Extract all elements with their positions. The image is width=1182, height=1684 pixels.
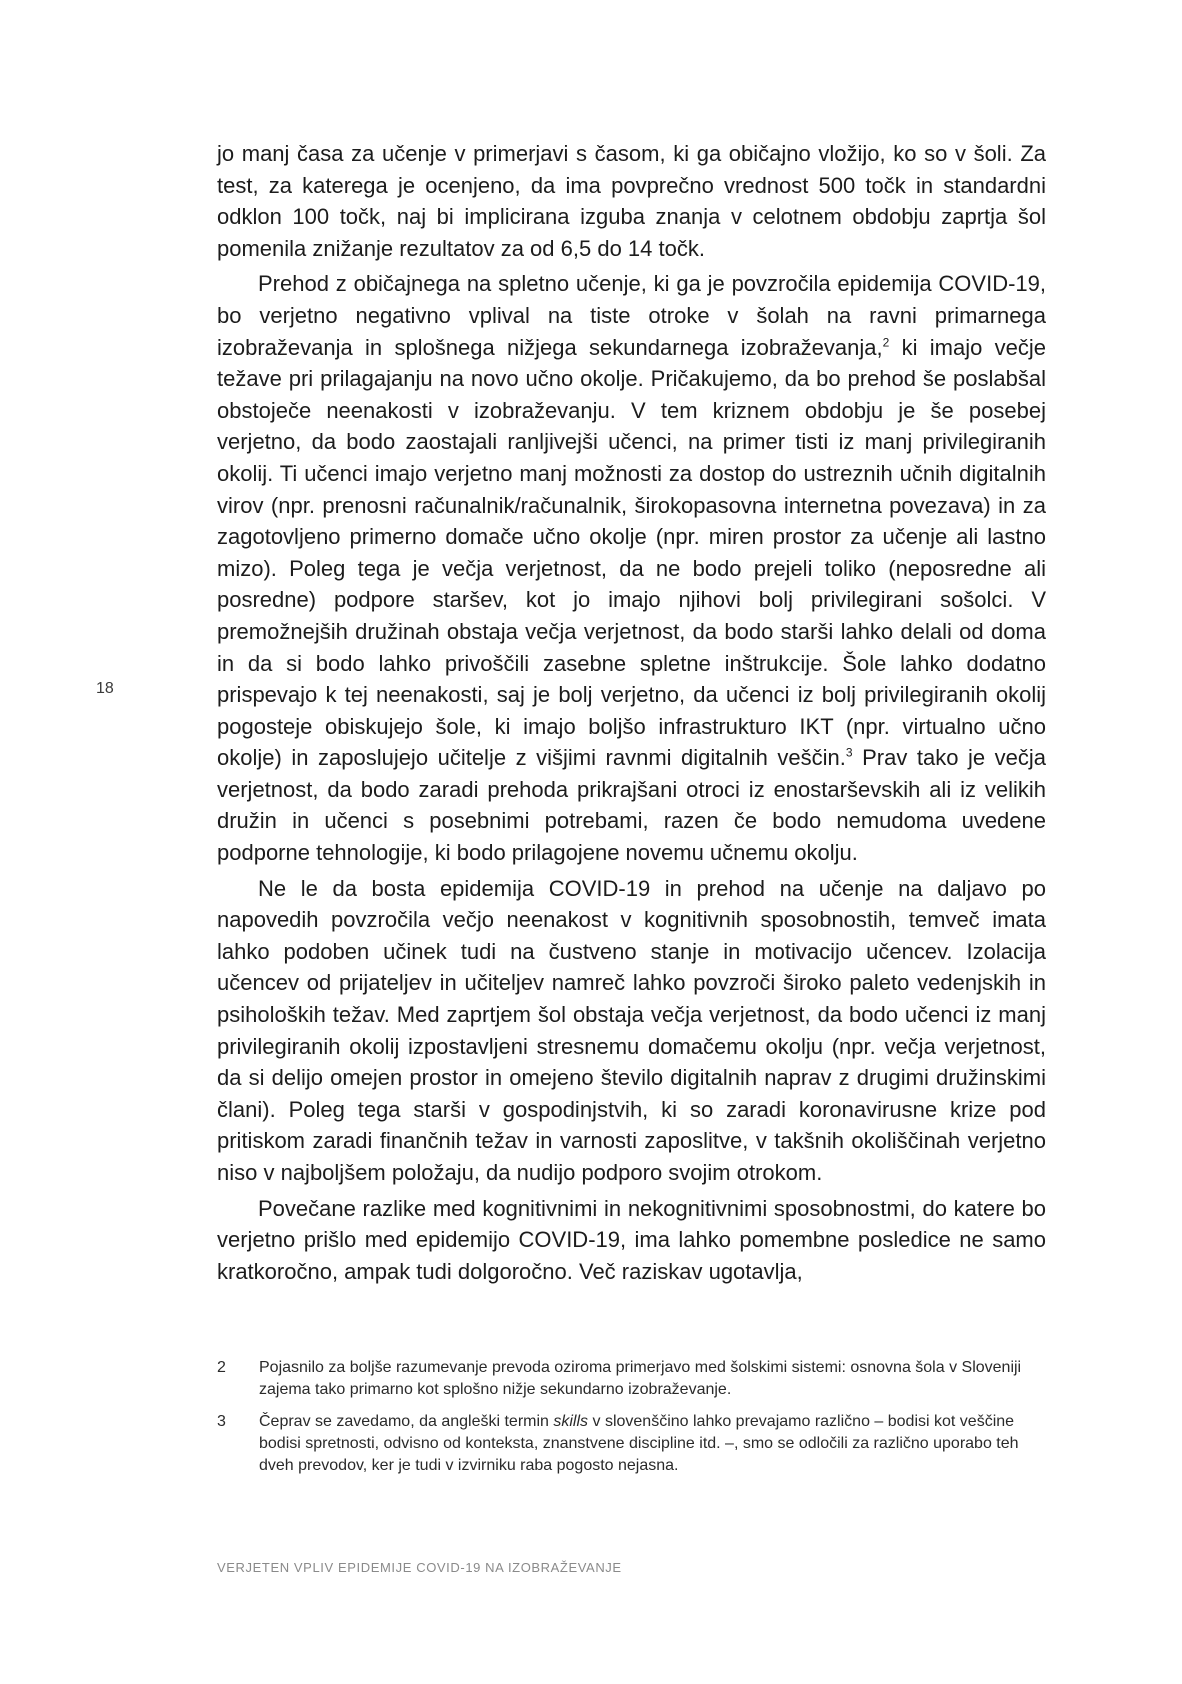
- footnotes: [217, 1357, 1046, 1487]
- footnote-ref-3[interactable]: 3: [845, 745, 853, 760]
- footnote-text: [259, 1411, 1046, 1477]
- footnote-text: Pojasnilo za boljše razumevanje prevoda oziroma primerjavo med šolskimi sistemi: osnovna šola v Sloveniji zajema tako primarno kot splošno nižje sekundarno izobraževanje.: [259, 1359, 1022, 1398]
- footnote-number: 3: [217, 1413, 226, 1430]
- paragraph-1: jo manj časa za učenje v primerjavi s časom, ki ga običajno vložijo, ko so v šoli. Za test, za katerega je ocenjeno, da ima povprečno vrednost 500 točk in standardni odklon 100 točk, naj bi implicirana izguba znanja v celotnem obdobju zaprtja šol pomenila znižanje rezultatov za od 6,5 do 14 točk.: [217, 141, 1046, 261]
- paragraph-2-start: Prehod z običajnega na spletno učenje, ki ga je povzročila epidemija COVID-19, bo verjetno negativno vplival na tiste otroke v šolah na ravni primarnega izobraževanja in splošnega nižjega sekundarnega izobraževanja,: [217, 271, 1046, 360]
- footnote-number: 2: [217, 1359, 226, 1376]
- footnote-text-before: Čeprav se zavedamo, da angleški termin: [259, 1413, 554, 1430]
- page-number: 18: [96, 680, 114, 697]
- paragraph-2-end: Prav tako je večja verjetnost, da bodo zaradi prehoda prikrajšani otroci iz enostarševskih ali iz velikih družin in učenci s posebnimi potrebami, razen če bodo nemudoma uvedene podporne tehnologije, ki bodo prilagojene novemu učnemu okolju.: [217, 745, 1046, 866]
- running-footer: VERJETEN VPLIV EPIDEMIJE COVID-19 NA IZOBRAŽEVANJE: [217, 1560, 622, 1575]
- footnote-italic-term: skills: [553, 1413, 589, 1430]
- paragraph-4: Povečane razlike med kognitivnimi in nekognitivnimi sposobnostmi, do katere bo verjetno prišlo med epidemijo COVID-19, ima lahko pomembne posledice ne samo kratkoročno, ampak tudi dolgoročno. Več raziskav ugotavlja,: [217, 1195, 1046, 1284]
- main-text: [217, 138, 1046, 1291]
- paragraph-2: [217, 268, 1046, 868]
- footnote-ref-2[interactable]: 2: [882, 335, 890, 350]
- paragraph-3: Ne le da bosta epidemija COVID-19 in prehod na učenje na daljavo po napovedih povzročila večjo neenakost v kognitivnih sposobnostih, temveč imata lahko podoben učinek tudi na čustveno stanje in motivacijo učencev. Izolacija učencev od prijateljev in učiteljev namreč lahko povzroči široko paleto vedenjskih in psiholoških težav. Med zaprtjem šol obstaja večja verjetnost, da bodo učenci iz manj privilegiranih okolij izpostavljeni stresnemu domačemu okolju (npr. večja verjetnost, da si delijo omejen prostor in omejeno število digitalnih naprav z drugimi družinskimi člani). Poleg tega starši v gospodinjstvih, ki so zaradi koronavirusne krize pod pritiskom zaradi finančnih težav in varnosti zaposlitve, v takšnih okoliščinah verjetno niso v najboljšem položaju, da nudijo podporo svojim otrokom.: [217, 875, 1046, 1185]
- footnote-2: [217, 1357, 1046, 1401]
- paragraph-2-middle: ki imajo večje težave pri prilagajanju na novo učno okolje. Pričakujemo, da bo prehod še poslabšal obstoječe neenakosti v izobraževanju. V tem kriznem obdobju je še posebej verjetno, da bodo zaostajali ranljivejši učenci, na primer tisti iz manj privilegiranih okolij. Ti učenci imajo verjetno manj možnosti za dostop do ustreznih učnih digitalnih virov (npr. prenosni računalnik/računalnik, širokopasovna internetna povezava) in za zagotovljeno primerno domače učno okolje (npr. miren prostor za učenje ali lastno mizo). Poleg tega je večja verjetnost, da ne bodo prejeli toliko (neposredne ali posredne) podpore staršev, kot jo imajo njihovi bolj privilegirani sošolci. V premožnejših družinah obstaja večja verjetnost, da bodo starši lahko delali od doma in da si bodo lahko privoščili zasebne spletne inštrukcije. Šole lahko dodatno prispevajo k tej neenakosti, saj je bolj verjetno, da učenci iz bolj privilegiranih okolij pogosteje obiskujejo šole, ki imajo boljšo infrastrukturo IKT (npr. virtualno učno okolje) in zaposlujejo učitelje z višjimi ravnmi digitalnih veščin.: [217, 334, 1046, 771]
- footnote-3: [217, 1411, 1046, 1477]
- footnote-text-after: v slovenščino lahko prevajamo različno – bodisi kot veščine bodisi spretnosti, odvisno od konteksta, znanstvene discipline itd. –, smo se odločili za različno uporabo teh dveh prevodov, ker je tudi v izvirniku raba pogosto nejasna.: [259, 1413, 1019, 1474]
